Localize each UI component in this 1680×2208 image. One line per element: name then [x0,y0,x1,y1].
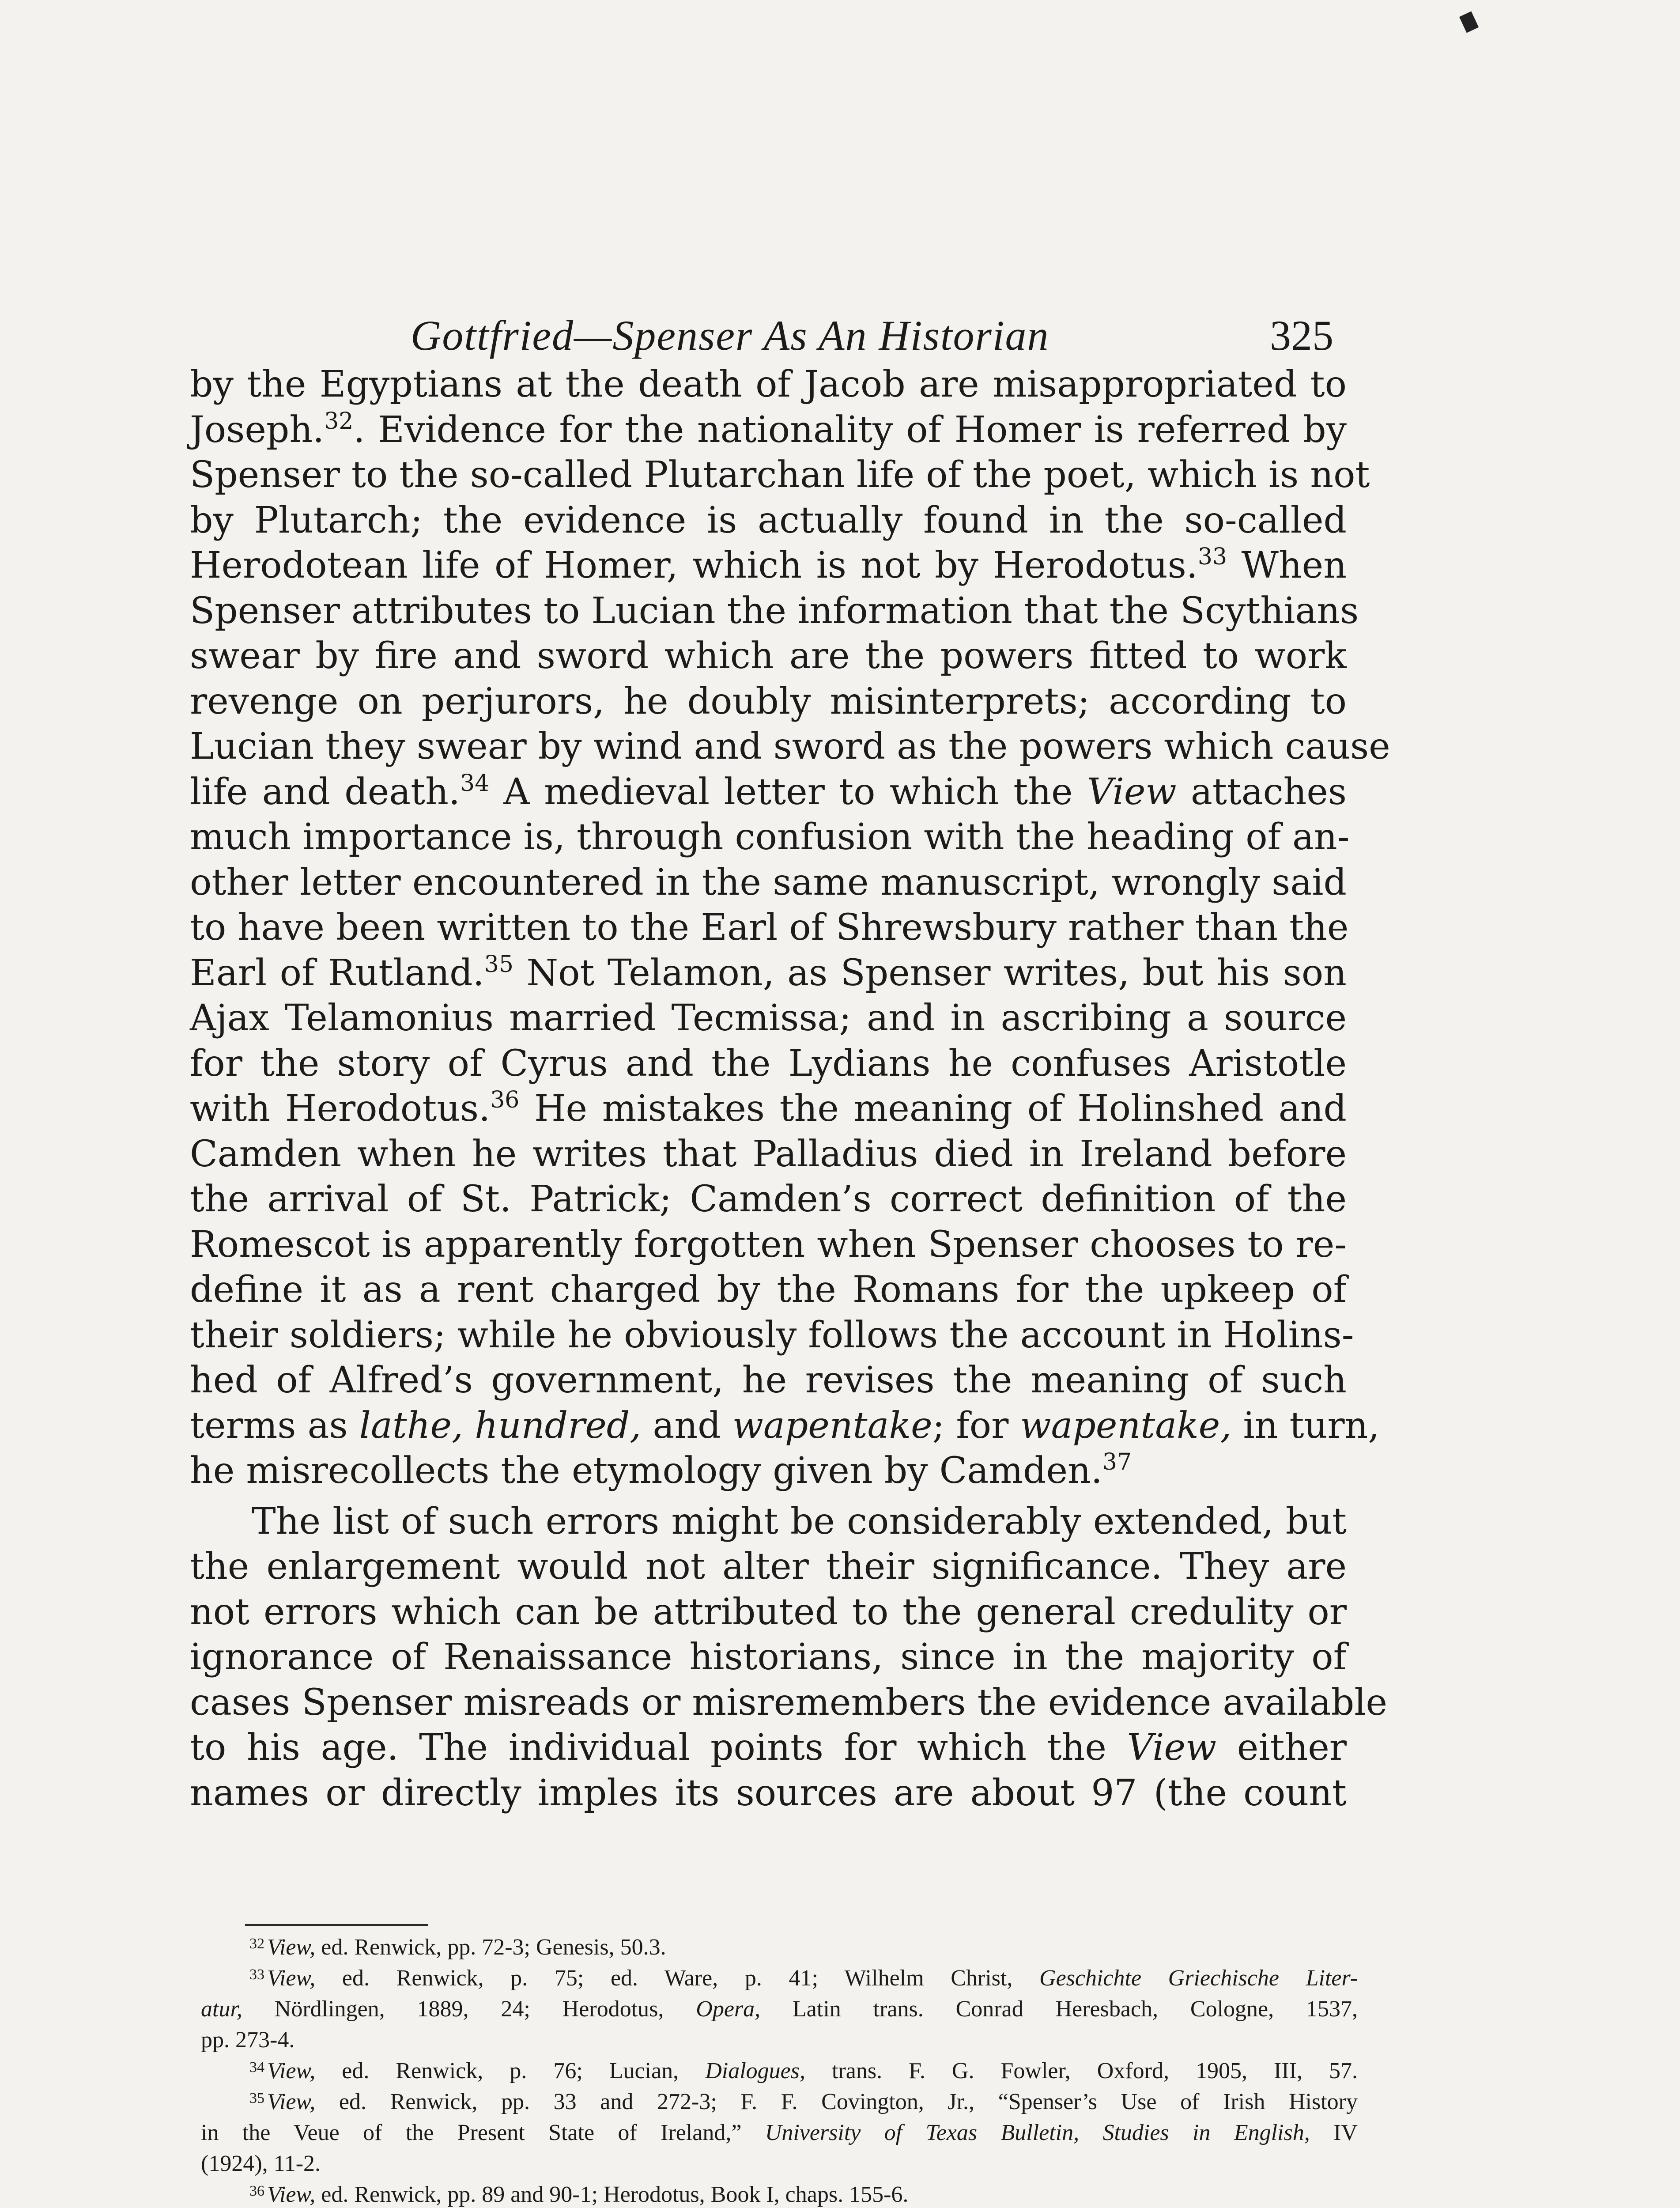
text-line [190,408,1347,453]
text-line [190,1358,1347,1403]
text-line [190,589,1359,634]
text-run: ed. Renwick, pp. 72-3; Genesis, 50.3. [315,1935,666,1960]
footnote-rule [245,1924,428,1926]
text-line [190,1086,1347,1132]
text-run: to have been written to the Earl of Shrewsbury rather than the [190,907,1349,949]
text-run: A medieval letter to which the [489,771,1087,813]
text-run: in the Veue of the Present State of Ireland,” [201,2120,765,2145]
text-run: he misrecollects the etymology given by Camden. [190,1450,1102,1492]
text-line [190,770,1347,815]
footnote-ref[interactable]: 37 [1102,1449,1132,1475]
running-title: Gottfried—Spenser As An Historian [411,312,1050,359]
footnote-35 [201,2087,1358,2179]
text-line [190,1448,1347,1494]
text-run: ; for [932,1404,1020,1447]
italic-run: View, [267,2182,316,2207]
text-line [190,951,1347,996]
text-run: The list of such errors might be considerably extended, but [252,1500,1347,1543]
footnote-ref[interactable]: 35 [484,951,513,978]
footnote-line [201,2148,1358,2179]
text-run: the enlargement would not alter their significance. They are [190,1546,1347,1588]
italic-run: Dialogues, [705,2058,805,2083]
footnotes [201,1932,1358,2208]
text-run: names or directly imples its sources are about 97 (the count [190,1772,1347,1814]
text-run: and [641,1404,732,1447]
text-run: life and death. [190,771,460,813]
text-line [190,1313,1354,1358]
text-line [190,1771,1347,1816]
running-head [190,305,1347,367]
text-run: Spenser to the so-called Plutarchan life of the poet, which is not [190,454,1370,496]
body-text [190,362,1390,1816]
text-run: He mistakes the meaning of Holinshed and [519,1088,1347,1130]
text-line [190,860,1347,906]
italic-run: Geschichte Griechische Liter- [1039,1966,1358,1991]
italic-run: University of Texas Bulletin, Studies in English, [765,2120,1310,2145]
text-run: IV [1310,2120,1358,2145]
text-run: attaches [1176,771,1347,813]
italic-run: Opera, [696,1996,761,2022]
footnote-34 [201,2056,1358,2087]
text-run: . Evidence for the nationality of Homer is referred by [353,408,1347,451]
text-line [190,1499,1347,1545]
text-run: Camden when he writes that Palladius died in Ireland before [190,1133,1347,1175]
footnote-32 [201,1932,1358,1963]
page-number: 325 [1270,312,1333,359]
italic-run: View, [267,1966,316,1991]
text-line [190,1041,1347,1087]
text-line [190,1222,1347,1268]
text-run: ed. Renwick, p. 76; Lucian, [315,2058,706,2083]
italic-run: wapentake [732,1404,932,1447]
text-line [190,905,1347,951]
text-run: Earl of Rutland. [190,952,484,994]
text-run: other letter encountered in the same manuscript, wrongly said [190,861,1347,904]
text-run: When [1227,544,1347,586]
footnote-ref[interactable]: 36 [490,1087,520,1113]
text-line [190,1403,1380,1449]
footnote-ref[interactable]: 32 [324,408,354,435]
text-line [190,1177,1347,1222]
text-run: Romescot is apparently forgotten when Spenser chooses to re- [190,1223,1347,1266]
text-run: swear by fire and sword which are the powers fitted to work [190,635,1347,677]
text-line [190,1544,1347,1590]
footnote-number: 34 [249,2059,264,2076]
text-run: the arrival of St. Patrick; Camden’s correct definition of the [190,1178,1347,1220]
footnote-line [201,2056,1358,2087]
text-run: to his age. The individual points for which the [190,1727,1127,1769]
italic-run: atur, [201,1996,242,2022]
text-run: with Herodotus. [190,1088,491,1130]
italic-run: lathe, hundred, [359,1404,642,1447]
footnote-line [201,1963,1358,1994]
text-run: by Plutarch; the evidence is actually found in the so-called [190,499,1347,541]
text-run: for the story of Cyrus and the Lydians he confuses Aristotle [190,1042,1347,1085]
text-run: ed. Renwick, p. 75; ed. Ware, p. 41; Wilhelm Christ, [315,1966,1040,1991]
footnote-number: 35 [249,2090,264,2106]
footnote-33 [201,1963,1358,2056]
text-run: terms as [190,1404,359,1447]
footnote-36 [201,2179,1358,2208]
text-run: Spenser attributes to Lucian the information that the Scythians [190,590,1359,632]
footnote-line [201,2179,1358,2208]
footnote-ref[interactable]: 33 [1197,544,1227,570]
text-run: Ajax Telamonius married Tecmissa; and in ascribing a source [190,997,1347,1039]
text-run: Lucian they swear by wind and sword as the powers which cause [190,726,1390,768]
footnote-line [201,2117,1358,2148]
text-line [190,996,1347,1041]
footnote-line [201,2025,1358,2056]
text-run: define it as a rent charged by the Romans for the upkeep of [190,1269,1347,1311]
text-line [190,1635,1347,1680]
text-line [190,1680,1388,1726]
text-line [190,1725,1347,1771]
text-line [190,1267,1347,1313]
text-line [190,815,1350,860]
italic-run: View, [267,2089,316,2114]
footnote-number: 32 [249,1936,264,1952]
text-line [190,543,1347,589]
text-run: trans. F. G. Fowler, Oxford, 1905, III, 57. [805,2058,1358,2083]
footnote-line [201,1932,1358,1963]
italic-run: View [1087,771,1177,813]
text-run: Nördlingen, 1889, 24; Herodotus, [242,1996,696,2022]
scan-speck [1459,11,1479,33]
text-line [190,1132,1347,1177]
text-line [190,634,1347,679]
text-run: in turn, [1231,1404,1380,1447]
text-line [190,362,1347,408]
text-run: ed. Renwick, pp. 33 and 272-3; F. F. Covington, Jr., “Spenser’s Use of Irish History [315,2089,1358,2114]
text-run: ignorance of Renaissance historians, since in the majority of [190,1636,1347,1678]
text-line [190,1590,1347,1635]
text-run: (1924), 11-2. [201,2151,321,2176]
footnote-line [201,1994,1358,2025]
footnote-line [201,2087,1358,2117]
text-run: Latin trans. Conrad Heresbach, Cologne, 1537, [760,1996,1358,2022]
text-run: ed. Renwick, pp. 89 and 90-1; Herodotus, Book I, chaps. 155-6. [315,2182,909,2207]
text-run: Joseph. [190,408,325,451]
text-line [190,679,1347,725]
footnote-number: 36 [249,2183,264,2199]
italic-run: View [1127,1727,1217,1769]
text-run: Not Telamon, as Spenser writes, but his son [513,952,1347,994]
text-run: their soldiers; while he obviously follows the account in Holins- [190,1314,1354,1356]
footnote-number: 33 [249,1966,264,1983]
text-line [190,498,1347,544]
text-run: by the Egyptians at the death of Jacob are misappropriated to [190,363,1347,405]
text-run: pp. 273-4. [201,2027,295,2053]
italic-run: wapentake, [1020,1404,1232,1447]
text-run: much importance is, through confusion with the heading of an- [190,816,1350,858]
text-line [190,724,1390,770]
italic-run: View, [267,2058,316,2083]
italic-run: View, [267,1935,316,1960]
text-run: cases Spenser misreads or misremembers the evidence available [190,1681,1388,1724]
footnote-ref[interactable]: 34 [460,770,490,797]
text-run: either [1216,1727,1347,1769]
text-run: Herodotean life of Homer, which is not by Herodotus. [190,544,1198,586]
text-line [190,453,1370,498]
text-run: not errors which can be attributed to the general credulity or [190,1591,1347,1633]
text-run: hed of Alfred’s government, he revises the meaning of such [190,1359,1347,1401]
text-run: revenge on perjurors, he doubly misinterprets; according to [190,680,1347,722]
